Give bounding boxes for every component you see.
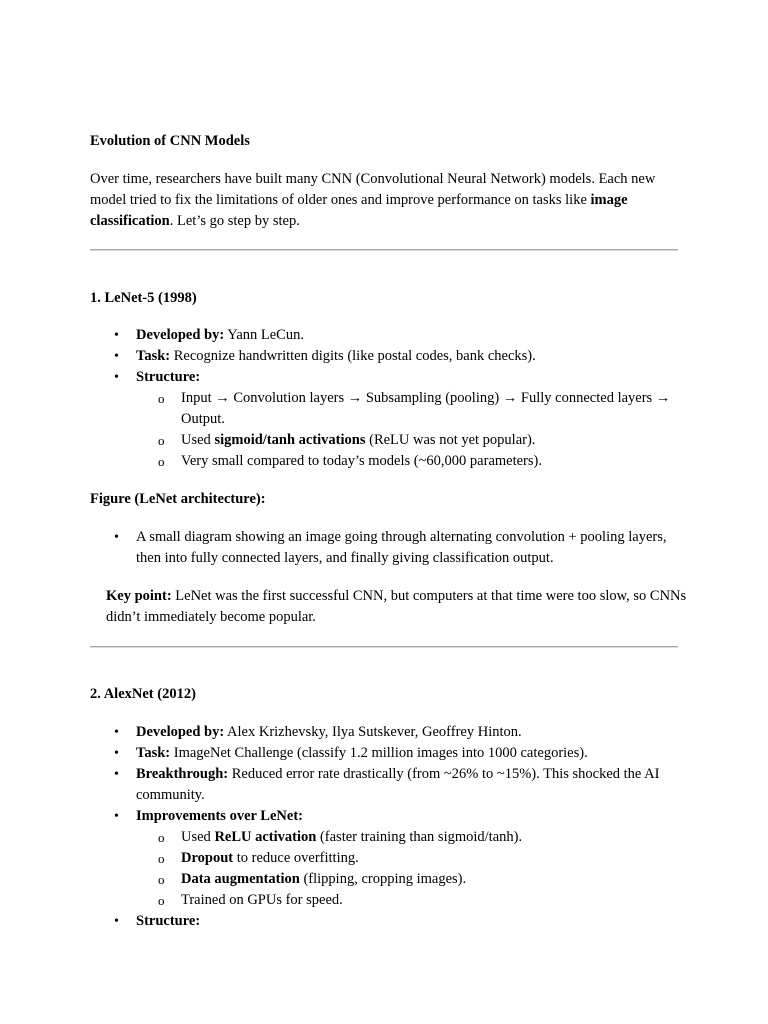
bullet: • bbox=[114, 328, 119, 343]
bullet: • bbox=[114, 349, 119, 364]
sub-bullet: o bbox=[158, 872, 165, 887]
list-item: • Developed by: Yann LeCun. bbox=[90, 325, 680, 346]
document-title: Evolution of CNN Models bbox=[90, 133, 250, 149]
sub-bullet: o bbox=[158, 454, 165, 469]
list-item: • Structure: bbox=[90, 367, 680, 388]
intro-paragraph: Over time, researchers have built many CNN (Convolutional Neural Network) models. Each new model tried to fix the limitations of older ones and improve performance on tasks like image classification. Let’s go step by step. bbox=[90, 171, 656, 229]
list-item: • Structure: bbox=[90, 911, 680, 932]
list-item: • Task: Recognize handwritten digits (like postal codes, bank checks). bbox=[90, 346, 680, 367]
sub-bullet: o bbox=[158, 391, 165, 406]
figure-heading-lenet: Figure (LeNet architecture): bbox=[90, 491, 266, 507]
bullet: • bbox=[114, 530, 119, 545]
section-divider bbox=[90, 646, 678, 648]
sub-list-item: o Input → Convolution layers → Subsampling (pooling) → Fully connected layers → Output. bbox=[158, 390, 671, 427]
list-item: • Task: ImageNet Challenge (classify 1.2 million images into 1000 categories). bbox=[90, 743, 680, 764]
sub-list-item: o Dropout to reduce overfitting. bbox=[90, 848, 680, 869]
sub-bullet: o bbox=[158, 830, 165, 845]
section-divider bbox=[90, 249, 678, 251]
bullet: • bbox=[114, 767, 119, 782]
bullet: • bbox=[114, 370, 119, 385]
list-item: • Developed by: Alex Krizhevsky, Ilya Sutskever, Geoffrey Hinton. bbox=[90, 722, 680, 743]
bullet: • bbox=[114, 914, 119, 929]
bullet: • bbox=[114, 746, 119, 761]
sub-bullet: o bbox=[158, 433, 165, 448]
sub-list-item: o Trained on GPUs for speed. bbox=[90, 890, 680, 911]
section-heading-alexnet: 2. AlexNet (2012) bbox=[90, 686, 196, 702]
sub-list-item: o Data augmentation (flipping, cropping images). bbox=[90, 869, 680, 890]
figure-list bbox=[90, 527, 680, 569]
list-item: • Breakthrough: Reduced error rate drastically (from ~26% to ~15%). This shocked the AI community. bbox=[114, 766, 660, 803]
sub-list-item: o Very small compared to today’s models (~60,000 parameters). bbox=[90, 451, 680, 472]
bullet: • bbox=[114, 725, 119, 740]
sub-list-item: o Used sigmoid/tanh activations (ReLU was not yet popular). bbox=[90, 430, 680, 451]
alexnet-list bbox=[90, 722, 680, 932]
section-heading-lenet: 1. LeNet-5 (1998) bbox=[90, 290, 197, 306]
bullet: • bbox=[114, 809, 119, 824]
sub-bullet: o bbox=[158, 893, 165, 908]
key-point-paragraph: Key point: LeNet was the first successful CNN, but computers at that time were too slow, so CNNs didn’t immediately become popular. bbox=[106, 588, 687, 625]
sub-list-item: o Used ReLU activation (faster training than sigmoid/tanh). bbox=[90, 827, 680, 848]
list-item: • A small diagram showing an image going through alternating convolution + pooling layers, then into fully connected layers, and finally giving classification output. bbox=[114, 529, 667, 566]
lenet-list bbox=[90, 325, 680, 472]
sub-bullet: o bbox=[158, 851, 165, 866]
list-item: • Improvements over LeNet: bbox=[90, 806, 680, 827]
